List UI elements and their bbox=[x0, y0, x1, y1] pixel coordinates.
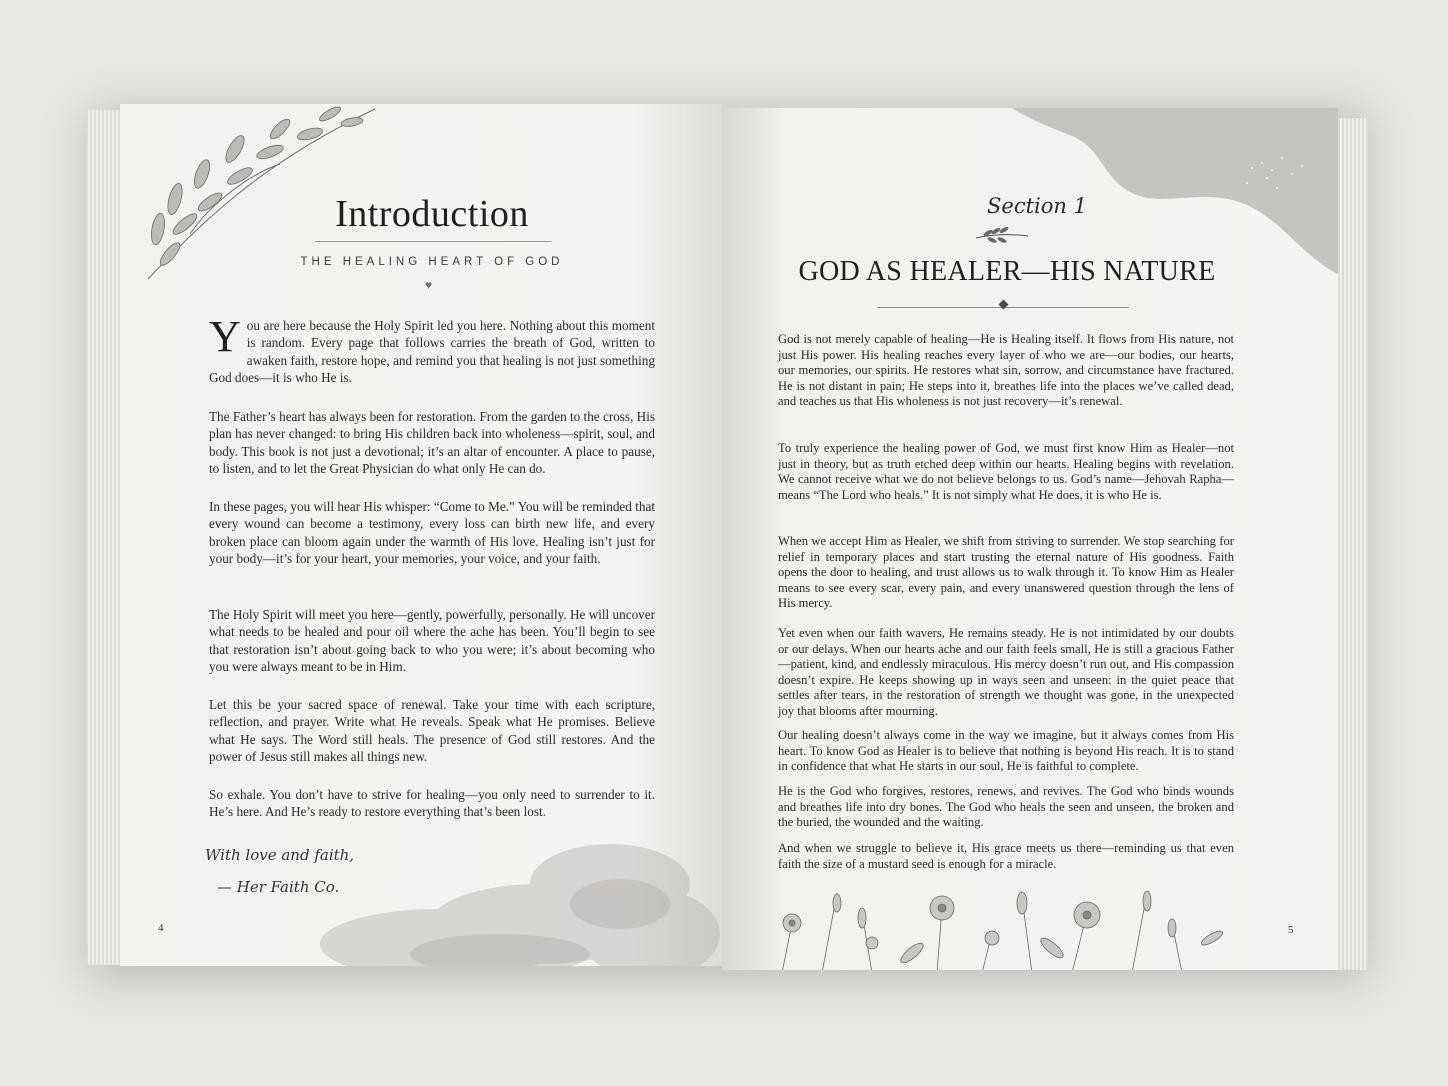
paragraph: So exhale. You don’t have to strive for healing—you only need to surrender to it. He’s here. And He’s ready to restore everything that’s been lost. bbox=[209, 787, 655, 820]
right-page bbox=[722, 108, 1338, 970]
section-label: Section 1 bbox=[987, 194, 1087, 218]
paragraph: Let this be your sacred space of renewal. Take your time with each scripture, reflection, and prayer. Write what He reveals. Speak what He promises. Believe what He says. The Word still heals. The presence of God still restores. And the power of Jesus still makes all things new. bbox=[209, 697, 655, 764]
paragraph: He is the God who forgives, restores, renews, and revives. The God who binds wounds and breathes life into dry bones. The God who heals the seen and unseen, the broken and the buried, the wounded and the waiting. bbox=[778, 784, 1234, 829]
paragraph: To truly experience the healing power of God, we must first know Him as Healer—not just in theory, but as truth etched deep within our hearts. Healing begins with revelation. We cannot receive what we do not believe belongs to us. God’s name—Jehovah Rapha—means “The Lord who heals.” It is not simply what He does, it is who He is. bbox=[778, 441, 1234, 502]
paragraph: Yet even when our faith wavers, He remains steady. He is not intimidated by our doubts or our delays. When our hearts ache and our faith feels small, He is still a gracious Father—patient, kind, and endlessly miraculous. His mercy doesn’t run out, and His compassion doesn’t expire. He keeps showing up in ways seen and unseen: in the quiet peace that settles after tears, in the restoration of strength we thought was gone, in the unexpected joy that blooms after mourning. bbox=[778, 626, 1234, 718]
drop-cap: Y bbox=[209, 312, 241, 361]
left-page bbox=[120, 104, 722, 966]
title-divider bbox=[315, 241, 551, 242]
leaf-sprig-icon bbox=[972, 224, 1032, 246]
page-title: Introduction bbox=[335, 193, 529, 235]
paragraph: The Holy Spirit will meet you here—gently, powerfully, personally. He will uncover what needs to be healed and pour oil where the ache has been. You’ll begin to see that restoration isn’t about going back to who you were; it’s about becoming who you were always meant to be in Him. bbox=[209, 607, 655, 674]
paragraph: And when we struggle to believe it, His grace meets us there—reminding us that even faith the size of a mustard seed is enough for a miracle. bbox=[778, 841, 1234, 871]
paragraph: Our healing doesn’t always come in the way we imagine, but it always comes from His heart. To know God as Healer is to believe that nothing is beyond His reach. It is to stand in confidence that what He starts in our soul, He is faithful to complete. bbox=[778, 728, 1234, 773]
paragraph: In these pages, you will hear His whisper: “Come to Me.” You will be reminded that every wound can become a testimony, every loss can birth new life, and every broken place can bloom again under the warmth of His love. Healing isn’t just for your body—it’s for your heart, your memories, your voice, and your faith. bbox=[209, 499, 655, 566]
page-number: 4 bbox=[158, 922, 164, 934]
paragraph: You are here because the Holy Spirit led you here. Nothing about this moment is random. Every page that follows carries the breath of God, written to awaken faith, restore hope, and remind you that healing is not just something God does—it is who He is. bbox=[209, 312, 655, 385]
paragraph: God is not merely capable of healing—He is Healing itself. It flows from His nature, not just His power. His healing reaches every layer of who we are—our bodies, our hearts, our memories, our spirits. He restores what sin, sorrow, and circumstance have fractured. He is not distant in pain; He steps into it, breathes life into the places we’ve called dead, and teaches us that His wholeness is not just recovery—it’s renewal. bbox=[778, 332, 1234, 408]
section-title: GOD AS HEALER—HIS NATURE bbox=[798, 256, 1216, 287]
heart-icon: ♥ bbox=[425, 278, 433, 292]
page-subtitle: THE HEALING HEART OF GOD bbox=[300, 256, 564, 268]
watercolor-cloud bbox=[320, 814, 720, 966]
paragraph: When we accept Him as Healer, we shift from striving to surrender. We stop searching for relief in temporary places and start trusting the eternal nature of His goodness. Faith opens the door to healing, and trust allows us to walk through it. To know Him as Healer means to see every scar, every pain, and every unanswered question through the lens of His mercy. bbox=[778, 534, 1234, 610]
paragraph: The Father’s heart has always been for restoration. From the garden to the cross, His plan has never changed: to bring His children back into wholeness—spirit, soul, and body. This book is not just a devotional; it’s an altar of encounter. A place to pause, to listen, and to let the Great Physician do what only He can do. bbox=[209, 409, 655, 476]
signature-author: — Her Faith Co. bbox=[217, 878, 340, 896]
page-number: 5 bbox=[1288, 924, 1294, 936]
signature-line: With love and faith, bbox=[205, 846, 355, 864]
gray-watercolor-wave bbox=[1012, 108, 1338, 278]
flower-illustration-icon bbox=[752, 883, 1242, 970]
